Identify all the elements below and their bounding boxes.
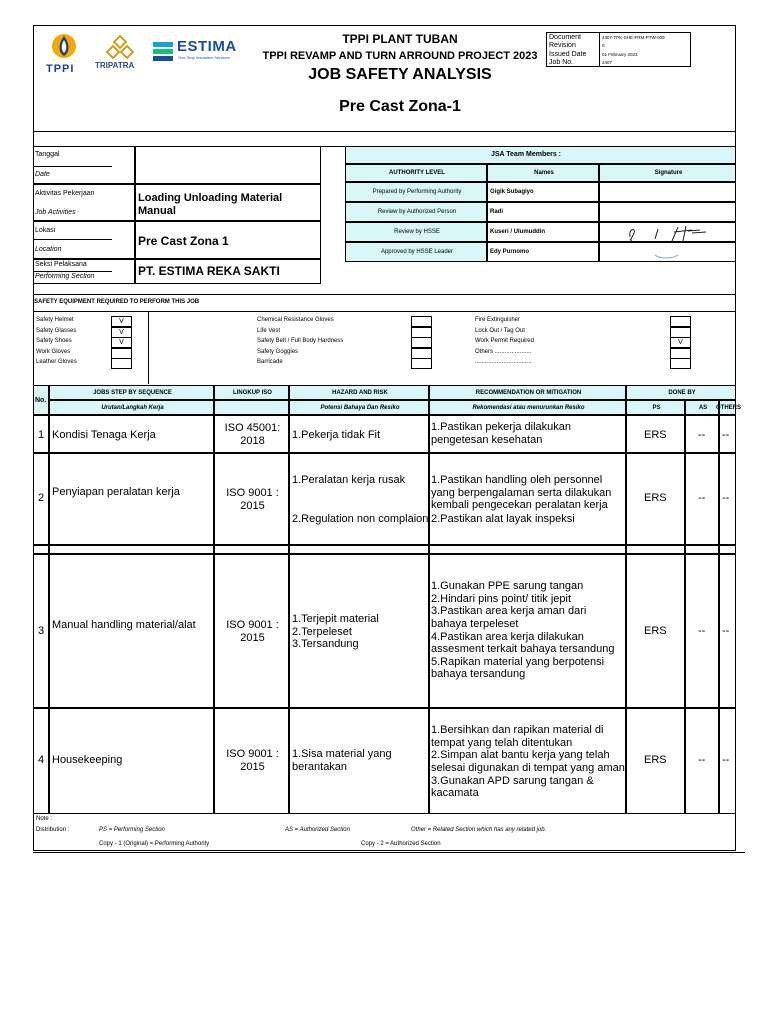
- estima-logo: [152, 38, 247, 66]
- spacer-cell: [685, 545, 719, 554]
- col-iso-header: [214, 385, 289, 400]
- spacer-cell: [626, 545, 685, 554]
- doc-info-label: Job No.: [549, 59, 574, 67]
- row-others: --: [722, 754, 730, 766]
- equipment-label: Safety Glasses: [36, 327, 77, 334]
- team-row-signature[interactable]: [599, 182, 736, 202]
- doc-info-value: 2407: [602, 60, 613, 66]
- table-row-step: [49, 415, 214, 453]
- col-iso-subheader: [214, 400, 289, 415]
- col-ps-label: PS: [652, 405, 661, 411]
- signature-image: [600, 223, 735, 243]
- table-row-step: [49, 554, 214, 708]
- footer-as: AS = Authorized Section: [285, 827, 350, 833]
- date-label: Date: [35, 171, 50, 178]
- col-steps-sublabel: Urutan/Langkah Kerja: [101, 405, 164, 411]
- team-col-names: [487, 164, 599, 182]
- spacer-cell: [289, 545, 429, 554]
- col-ps-header: [626, 400, 685, 415]
- location-value: Pre Cast Zona 1: [138, 234, 229, 248]
- table-row-as: [685, 415, 719, 453]
- team-row-level: [345, 182, 487, 202]
- table-row-rec: [429, 708, 626, 814]
- row-others: --: [722, 429, 730, 441]
- equipment-label: Safety Belt / Full Body Hardness: [257, 338, 344, 344]
- doc-info-divider: [599, 33, 600, 66]
- row-rec: 2.Pastikan alat layak inspeksi: [431, 513, 575, 525]
- table-row-as: [685, 554, 719, 708]
- row-hazard: 1.Terjepit material 2.Terpeleset 3.Tersandung: [292, 613, 379, 651]
- row-as: --: [698, 625, 706, 637]
- team-row-level: [345, 242, 487, 262]
- col-others-label: OTHERS: [715, 405, 741, 411]
- row-hazard: 1.Pekerja tidak Fit: [292, 429, 381, 441]
- label-underline: [34, 271, 112, 272]
- jsa-table: [33, 385, 741, 814]
- doc-info-label: Issued Date: [549, 50, 587, 58]
- equipment-checkbox[interactable]: V: [111, 337, 132, 348]
- equipment-label: Others ......................: [475, 348, 532, 355]
- equipment-checkbox[interactable]: [411, 348, 432, 359]
- equipment-label: Lock Out / Tag Out: [475, 327, 525, 334]
- doc-info-labels: [549, 34, 599, 68]
- team-row-level: [345, 202, 487, 222]
- row-no: 4: [38, 754, 45, 766]
- col-hazard-subheader: [289, 400, 429, 415]
- col-as-label: AS: [698, 405, 708, 411]
- table-row-as: [685, 708, 719, 814]
- equipment-checkbox[interactable]: [411, 358, 432, 369]
- spacer-cell: [49, 545, 214, 554]
- section-label: Performing Section: [35, 273, 95, 280]
- table-row-ps: [626, 415, 685, 453]
- equipment-checkbox[interactable]: [411, 316, 432, 327]
- footer-distribution: Distribution :: [36, 827, 70, 833]
- row-ps: ERS: [644, 492, 667, 504]
- equipment-label: Life Vest: [257, 327, 281, 334]
- row-no: 2: [38, 492, 45, 504]
- seksi-cell: [33, 259, 135, 284]
- row-no: 1: [38, 429, 45, 441]
- row-others: --: [722, 625, 730, 637]
- location-value-cell[interactable]: [135, 221, 321, 259]
- row-rec: 1.Pastikan pekerja dilakukan pengetesan kesehatan: [431, 421, 572, 446]
- row-ps: ERS: [644, 625, 667, 637]
- col-hazard-sublabel: Potensi Bahaya Dan Resiko: [320, 405, 400, 411]
- estima-logo-tagline: One Stop Insulation Services: [178, 55, 230, 60]
- footer-bottom-line: [33, 852, 745, 853]
- table-row-ps: [626, 453, 685, 545]
- table-row-hazard: [289, 453, 429, 545]
- col-done-header: [626, 385, 736, 400]
- team-title-cell: [345, 146, 736, 164]
- spacer-cell: [719, 545, 736, 554]
- footer-copy1: Copy - 1 (Original) = Performing Authority: [99, 841, 210, 847]
- job-value: Loading Unloading Material Manual: [138, 192, 283, 217]
- header-divider: [33, 131, 736, 132]
- equipment-label: Leather Gloves: [36, 359, 77, 365]
- table-row-others: [719, 415, 736, 453]
- tppi-logo-text: TPPI: [46, 63, 75, 75]
- spacer-cell: [33, 545, 49, 554]
- lokasi-label: Lokasi: [35, 227, 56, 234]
- lokasi-cell: [33, 221, 135, 259]
- section-value-cell[interactable]: [135, 259, 321, 284]
- estima-logo-text: ESTIMA: [177, 38, 237, 55]
- equipment-label: Safety Goggles: [257, 348, 299, 355]
- footer-ps: PS = Performing Section: [99, 827, 165, 833]
- tripatra-logo: [95, 34, 145, 74]
- spacer-cell: [429, 545, 626, 554]
- project-title: TPPI REVAMP AND TURN ARROUND PROJECT 2023: [262, 50, 538, 62]
- team-level-text: Review by Authorized Person: [377, 209, 457, 215]
- team-row-level: [345, 222, 487, 242]
- row-iso: ISO 9001 : 2015: [226, 487, 279, 512]
- col-steps-subheader: [49, 400, 214, 415]
- row-rec: 1.Pastikan handling oleh personnel yang berpengalaman serta dilakukan kembali pengecekan peralatan kerja: [431, 474, 612, 512]
- document-title: JOB SAFETY ANALYSIS: [308, 66, 492, 83]
- team-table: [345, 146, 736, 262]
- table-row-hazard: [289, 554, 429, 708]
- team-title: JSA Team Members :: [490, 151, 562, 158]
- label-underline: [34, 239, 112, 240]
- document-subtitle: Pre Cast Zona-1: [339, 98, 461, 115]
- team-name-text: Kuseri / Ulumuddin: [490, 229, 546, 235]
- table-row-step: [49, 708, 214, 814]
- aktivitas-label: Aktivitas Pekerjaan: [35, 190, 95, 197]
- equipment-label: Work Gloves: [36, 348, 71, 355]
- team-level-text: Prepared by Performing Authority: [372, 189, 462, 195]
- row-ps: ERS: [644, 429, 667, 441]
- equipment-checkbox[interactable]: [670, 327, 691, 338]
- team-level-text: Review by HSSE: [394, 229, 440, 235]
- info-block: [33, 146, 321, 284]
- team-name-text: Edy Purnomo: [490, 249, 530, 255]
- equipment-label: Fire Extinguisher: [475, 317, 521, 323]
- tppi-logo: [44, 30, 84, 74]
- row-as: --: [698, 492, 706, 504]
- team-col-authority-label: AUTHORITY LEVEL: [389, 170, 445, 176]
- row-step: Penyiapan peralatan kerja: [52, 486, 180, 498]
- col-steps-header: [49, 385, 214, 400]
- table-row-hazard: [289, 415, 429, 453]
- team-row-signature[interactable]: [599, 222, 736, 242]
- doc-info-value: 0: [602, 43, 605, 49]
- footer-other: Other = Related Section which has any related job.: [411, 827, 547, 833]
- doc-info-values: [602, 34, 690, 68]
- table-row-rec: [429, 453, 626, 545]
- row-others: --: [722, 492, 730, 504]
- equipment-heading: SAFETY EQUIPMENT REQUIRED TO PERFORM THIS JOB: [34, 299, 200, 305]
- row-hazard: 2.Regulation non complaion: [292, 513, 429, 525]
- team-row-signature[interactable]: [599, 242, 736, 262]
- tanggal-cell: [33, 146, 135, 184]
- table-row-others: [719, 708, 736, 814]
- doc-info-box: [546, 32, 691, 67]
- col-hazard-label: HAZARD AND RISK: [332, 390, 388, 396]
- col-steps-label: JOBS STEP BY SEQUENCE: [93, 390, 172, 396]
- team-col-authority: [345, 164, 487, 182]
- col-no-label: No.: [35, 397, 47, 404]
- equipment-checkbox[interactable]: V: [670, 337, 691, 348]
- equipment-label: Barricade: [257, 359, 283, 365]
- table-row-rec: [429, 415, 626, 453]
- table-row-step: [49, 453, 214, 545]
- col-no-header: [33, 385, 49, 415]
- row-step: Kondisi Tenaga Kerja: [52, 429, 156, 441]
- tripatra-logo-text: TRIPATRA: [95, 61, 135, 70]
- row-step: Housekeeping: [52, 754, 123, 766]
- table-row-others: [719, 453, 736, 545]
- col-rec-subheader: [429, 400, 626, 415]
- team-col-signature-label: Signature: [654, 170, 683, 176]
- location-label: Location: [35, 246, 62, 253]
- equipment-checkbox[interactable]: V: [111, 316, 132, 327]
- equipment-divider: [148, 311, 149, 384]
- equipment-checkbox[interactable]: [670, 358, 691, 369]
- seksi-label: Seksi Pelaksana: [35, 261, 87, 268]
- row-hazard: 1.Peralatan kerja rusak: [292, 474, 406, 486]
- footer-note: Note :: [36, 816, 53, 822]
- team-name-text: Radi: [490, 209, 504, 215]
- equipment-label: Safety Helmet: [36, 317, 74, 323]
- team-col-signature: [599, 164, 736, 182]
- row-iso: ISO 9001 : 2015: [226, 748, 279, 773]
- team-level-text: Approved by HSSE Leader: [380, 249, 454, 255]
- table-row-rec: [429, 554, 626, 708]
- spacer-cell: [214, 545, 289, 554]
- row-as: --: [698, 754, 706, 766]
- equipment-checkbox[interactable]: V: [111, 327, 132, 338]
- team-row-name: [487, 242, 599, 262]
- label-underline: [34, 166, 112, 167]
- job-label: Job Activities: [35, 209, 76, 216]
- team-name-text: Gigik Subagiyo: [490, 189, 534, 195]
- table-row-as: [685, 453, 719, 545]
- table-row-hazard: [289, 708, 429, 814]
- row-iso: ISO 45001: 2018: [224, 422, 281, 447]
- section-value: PT. ESTIMA REKA SAKTI: [138, 264, 280, 278]
- equipment-checkbox[interactable]: [670, 316, 691, 327]
- col-rec-label: RECOMMENDATION OR MITIGATION: [475, 390, 582, 396]
- table-row-no: [33, 453, 49, 545]
- team-row-name: [487, 182, 599, 202]
- equipment-label: ..................................: [475, 359, 532, 365]
- doc-info-value: 2407-TPK-SHE-FRM-PTW-009: [602, 35, 665, 40]
- table-row-iso: [214, 708, 289, 814]
- col-others-header: [715, 400, 741, 415]
- team-row-signature[interactable]: [599, 202, 736, 222]
- table-row-others: [719, 554, 736, 708]
- signature-image: [600, 243, 735, 263]
- tanggal-label: Tanggal: [35, 151, 60, 158]
- col-rec-sublabel: Rekomendasi atau menurunkan Resiko: [472, 405, 585, 411]
- table-row-no: [33, 708, 49, 814]
- date-value-cell[interactable]: [135, 146, 321, 184]
- table-row-no: [33, 554, 49, 708]
- doc-info-value: 01 February 2023: [602, 51, 638, 57]
- row-no: 3: [38, 625, 45, 637]
- equipment-checkbox[interactable]: [111, 348, 132, 359]
- row-step: Manual handling material/alat: [52, 619, 196, 631]
- row-rec: 1.Bersihkan dan rapikan material di tempat yang telah ditentukan 2.Simpan alat bantu kerja yang telah selesai digunakan di tempat yang aman 3.Gunakan APD sarung tangan & kacamata: [431, 724, 625, 800]
- row-rec: 1.Gunakan PPE sarung tangan 2.Hindari pins point/ titik jepit 3.Pastikan area kerja aman dari bahaya terpeleset 4.Pastikan area kerja dilakukan assesment terkait bahaya tersandung 5.Rapikan material yang berpotensi bahaya tersandung: [431, 580, 615, 681]
- table-row-iso: [214, 554, 289, 708]
- equipment-checkbox[interactable]: [411, 327, 432, 338]
- row-iso: ISO 9001 : 2015: [226, 619, 279, 644]
- col-hazard-header: [289, 385, 429, 400]
- job-value-cell[interactable]: [135, 184, 321, 221]
- doc-info-label: Revision: [549, 42, 576, 50]
- table-row-ps: [626, 554, 685, 708]
- table-row-no: [33, 415, 49, 453]
- equipment-checkbox[interactable]: [111, 358, 132, 369]
- equipment-checkbox[interactable]: [670, 348, 691, 359]
- team-row-name: [487, 222, 599, 242]
- row-ps: ERS: [644, 754, 667, 766]
- equipment-top-line: [33, 311, 736, 312]
- team-row-name: [487, 202, 599, 222]
- col-rec-header: [429, 385, 626, 400]
- col-iso-label: LINGKUP ISO: [233, 390, 272, 396]
- equipment-checkbox[interactable]: [411, 337, 432, 348]
- table-row-iso: [214, 415, 289, 453]
- info-bottom-divider: [33, 294, 736, 295]
- plant-title: TPPI PLANT TUBAN: [342, 32, 458, 46]
- row-as: --: [698, 429, 706, 441]
- equipment-label: Chemical Resistance Gloves: [257, 317, 334, 323]
- table-row-iso: [214, 453, 289, 545]
- footer-copy2: Copy - 2 = Authorized Section: [361, 841, 441, 847]
- doc-info-label: Document: [549, 34, 581, 41]
- team-col-names-label: Names: [534, 170, 554, 176]
- aktivitas-cell: [33, 184, 135, 221]
- row-hazard: 1.Sisa material yang berantakan: [292, 748, 392, 773]
- equipment-label: Safety Shoes: [36, 338, 72, 344]
- equipment-label: Work Permit Required: [475, 338, 534, 344]
- table-row-ps: [626, 708, 685, 814]
- col-done-label: DONE BY: [668, 390, 696, 396]
